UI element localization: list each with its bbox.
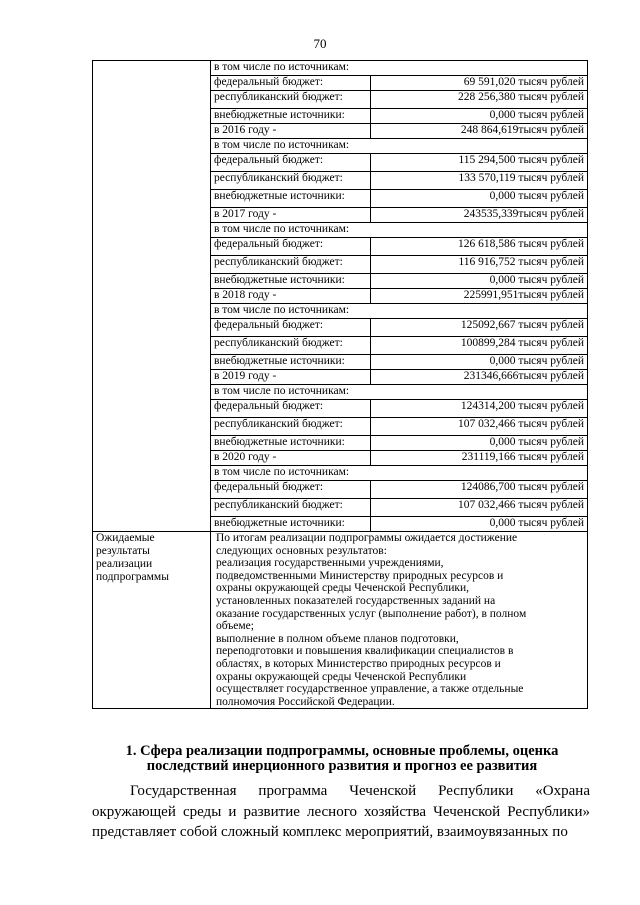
source-amount-cell: 0,000 тысяч рублей bbox=[371, 109, 588, 124]
expected-results-line: объеме; bbox=[216, 620, 254, 633]
source-name-cell: республиканский бюджет: bbox=[211, 256, 371, 274]
expected-results-line: реализация государственными учреждениями, bbox=[216, 557, 444, 570]
source-amount-cell: 0,000 тысяч рублей bbox=[371, 190, 588, 208]
source-amount-cell: 0,000 тысяч рублей bbox=[371, 517, 588, 532]
source-amount-cell: 107 032,466 тысяч рублей bbox=[371, 499, 588, 517]
source-amount-cell: 0,000 тысяч рублей bbox=[371, 274, 588, 289]
budget-table-body bbox=[93, 61, 588, 709]
year-total-cell: 231119,166 тысяч рублей bbox=[371, 451, 588, 466]
section-heading-line-2: последствий инерционного развития и прогноз ее развития bbox=[146, 758, 538, 774]
source-name-cell: федеральный бюджет: bbox=[211, 154, 371, 172]
sources-label-cell: в том числе по источникам: bbox=[211, 61, 588, 76]
source-name-cell: внебюджетные источники: bbox=[211, 274, 371, 289]
source-amount-cell: 0,000 тысяч рублей bbox=[371, 355, 588, 370]
expected-results-line: установленных показателей государственных заданий на bbox=[216, 594, 496, 607]
expected-results-line: оказание государственных услуг (выполнение работ), в полном bbox=[216, 607, 527, 620]
source-name-cell: внебюджетные источники: bbox=[211, 109, 371, 124]
sources-label-cell: в том числе по источникам: bbox=[211, 139, 588, 154]
year-label-cell: в 2017 году - bbox=[211, 208, 371, 223]
source-amount-cell: 69 591,020 тысяч рублей bbox=[371, 76, 588, 91]
source-amount-cell: 116 916,752 тысяч рублей bbox=[371, 256, 588, 274]
source-amount-cell: 107 032,466 тысяч рублей bbox=[371, 418, 588, 436]
budget-table bbox=[92, 60, 588, 709]
source-name-cell: республиканский бюджет: bbox=[211, 418, 371, 436]
source-amount-cell: 124086,700 тысяч рублей bbox=[371, 481, 588, 499]
source-name-cell: внебюджетные источники: bbox=[211, 190, 371, 208]
year-total-cell: 243535,339тысяч рублей bbox=[371, 208, 588, 223]
expected-results-line: выполнение в полном объеме планов подготовки, bbox=[216, 632, 459, 645]
sources-label-cell: в том числе по источникам: bbox=[211, 304, 588, 319]
expected-results-line: подведомственными Министерству природных ресурсов и bbox=[216, 569, 504, 582]
expected-results-label-line: результаты bbox=[96, 545, 150, 557]
expected-results-line: следующих основных результатов: bbox=[216, 544, 387, 557]
source-name-cell: федеральный бюджет: bbox=[211, 76, 371, 91]
body-paragraph: Государственная программа Чеченской Республики «Охрана окружающей среды и развитие лесного хозяйства Чеченской Республики» представляет собой сложный комплекс мероприятий, взаимоувязанных по bbox=[92, 783, 590, 840]
source-name-cell: федеральный бюджет: bbox=[211, 319, 371, 337]
year-total-cell: 248 864,619тысяч рублей bbox=[371, 124, 588, 139]
source-amount-cell: 133 570,119 тысяч рублей bbox=[371, 172, 588, 190]
source-name-cell: республиканский бюджет: bbox=[211, 499, 371, 517]
expected-results-row bbox=[93, 532, 588, 709]
expected-results-line: охраны окружающей среды Чеченской Республики bbox=[216, 670, 467, 683]
expected-results-line: полномочия Российской Федерации. bbox=[216, 695, 395, 708]
source-name-cell: республиканский бюджет: bbox=[211, 91, 371, 109]
expected-results-label-line: реализации bbox=[96, 558, 153, 570]
expected-results-line: областях, в которых Министерство природных ресурсов и bbox=[216, 657, 501, 670]
year-total-cell: 231346,666тысяч рублей bbox=[371, 370, 588, 385]
expected-results-label-line: подпрограммы bbox=[96, 571, 169, 583]
expected-results-description bbox=[211, 532, 588, 709]
year-total-cell: 225991,951тысяч рублей bbox=[371, 289, 588, 304]
source-name-cell: федеральный бюджет: bbox=[211, 400, 371, 418]
source-amount-cell: 100899,284 тысяч рублей bbox=[371, 337, 588, 355]
source-name-cell: внебюджетные источники: bbox=[211, 355, 371, 370]
year-label-cell: в 2019 году - bbox=[211, 370, 371, 385]
source-name-cell: федеральный бюджет: bbox=[211, 238, 371, 256]
body-text bbox=[92, 781, 590, 843]
source-amount-cell: 125092,667 тысяч рублей bbox=[371, 319, 588, 337]
year-label-cell: в 2018 году - bbox=[211, 289, 371, 304]
section-heading bbox=[92, 744, 592, 774]
source-name-cell: внебюджетные источники: bbox=[211, 517, 371, 532]
expected-results-line: переподготовки и повышения квалификации специалистов в bbox=[216, 645, 514, 658]
source-amount-cell: 0,000 тысяч рублей bbox=[371, 436, 588, 451]
sources-label-cell: в том числе по источникам: bbox=[211, 385, 588, 400]
sources-label-cell: в том числе по источникам: bbox=[211, 466, 588, 481]
source-amount-cell: 228 256,380 тысяч рублей bbox=[371, 91, 588, 109]
source-name-cell: республиканский бюджет: bbox=[211, 337, 371, 355]
page-number: 70 bbox=[313, 36, 327, 51]
year-label-cell: в 2020 году - bbox=[211, 451, 371, 466]
expected-results-label bbox=[93, 532, 211, 709]
expected-results-line: осуществляет государственное управление, а также отдельные bbox=[216, 683, 524, 696]
source-name-cell: внебюджетные источники: bbox=[211, 436, 371, 451]
expected-results-line: охраны окружающей среды Чеченской Республики, bbox=[216, 582, 470, 595]
table-row bbox=[93, 61, 588, 76]
year-label-cell: в 2016 году - bbox=[211, 124, 371, 139]
sources-label-cell: в том числе по источникам: bbox=[211, 223, 588, 238]
source-name-cell: федеральный бюджет: bbox=[211, 481, 371, 499]
source-amount-cell: 126 618,586 тысяч рублей bbox=[371, 238, 588, 256]
source-amount-cell: 115 294,500 тысяч рублей bbox=[371, 154, 588, 172]
empty-label-cell bbox=[93, 61, 211, 532]
expected-results-label-line: Ожидаемые bbox=[96, 532, 155, 544]
source-name-cell: республиканский бюджет: bbox=[211, 172, 371, 190]
source-amount-cell: 124314,200 тысяч рублей bbox=[371, 400, 588, 418]
section-heading-line-1: 1. Сфера реализации подпрограммы, основные проблемы, оценка bbox=[125, 743, 559, 759]
expected-results-line: По итогам реализации подпрограммы ожидается достижение bbox=[216, 532, 518, 544]
